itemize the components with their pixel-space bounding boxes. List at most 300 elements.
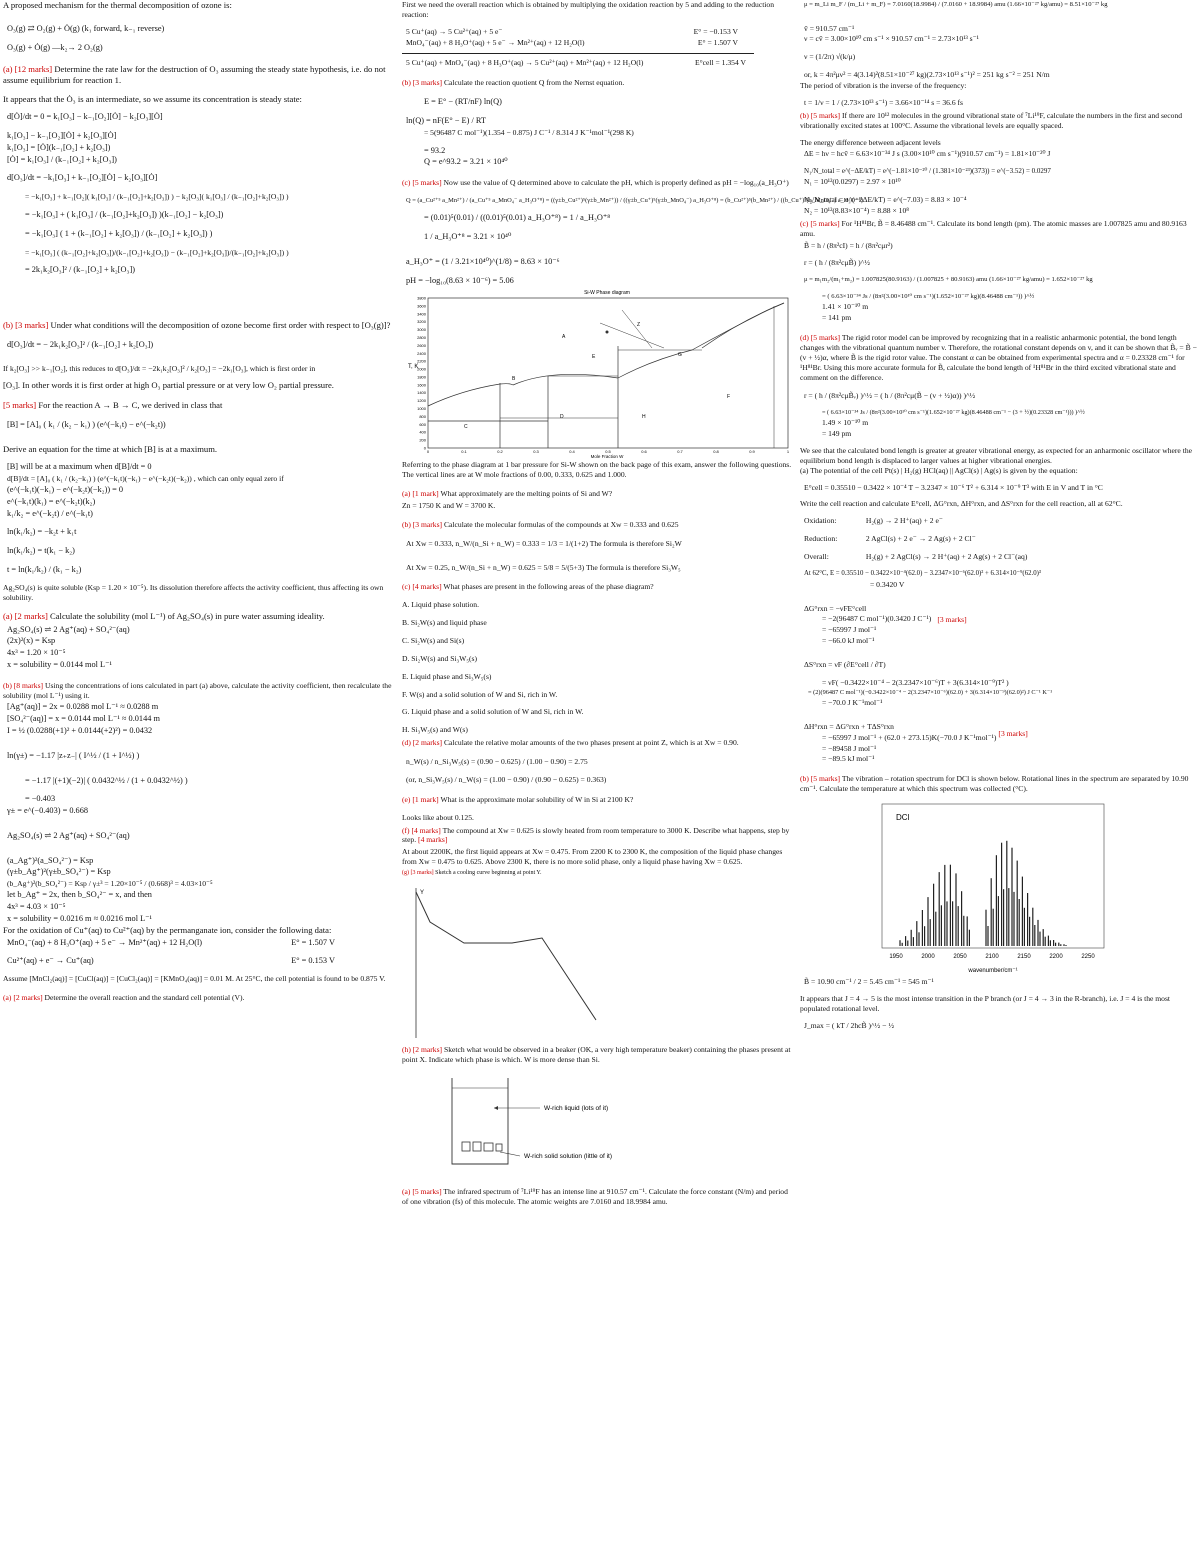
- derivation-line: = −k₁[O₃] ( (k₋₁[O₂]+k₂[O₃])/(k₋₁[O₂]+k₂[O₃]) − (k₋₁[O₂]+k₂[O₃])/(k₋₁[O₂]+k₂[O₃]) ): [25, 247, 289, 257]
- marks-label: (b) [8 marks]: [3, 680, 44, 690]
- x-tick-label: 0.7: [677, 449, 683, 455]
- marks-label: (a) [1 mark]: [402, 489, 439, 499]
- energy-intro: The energy difference between adjacent levels: [800, 138, 941, 148]
- work-line: = 141 pm: [822, 313, 852, 323]
- phase-item: C. Si₂W(s) and Si(s): [402, 636, 465, 646]
- work-line: = ( 6.63×10⁻³⁴ Js / (8π²(3.00×10¹⁰ cm s⁻¹)(1.652×10⁻²⁷ kg)(8.46488 cm⁻¹ − (3 + ½)(0.23328 cm⁻¹))) )^½: [822, 409, 1085, 417]
- y-tick-label: 800: [419, 414, 426, 420]
- y-tick-label: 1600: [417, 382, 426, 388]
- solid-crystal: [484, 1143, 493, 1151]
- boundary-line-2: [622, 310, 652, 348]
- gibbs-block: [800, 603, 1197, 647]
- marks-label: [3 marks]: [937, 614, 967, 624]
- work-line: 4x³ = 4.03 × 10⁻⁵: [7, 901, 66, 911]
- region-label: E: [592, 354, 596, 361]
- x-tick-label: 2100: [985, 953, 999, 960]
- work-line: = 0.3420 V: [870, 579, 905, 589]
- work-line: = −70.0 J K⁻¹mol⁻¹: [822, 697, 883, 707]
- marks-label: (c) [5 marks]: [800, 218, 840, 228]
- derive-prompt: Derive an equation for the time at which [B] is at a maximum.: [3, 444, 218, 455]
- derivation-line: = −k₁[O₃] ( 1 + (k₋₁[O₂] + k₂[O₃]) / (k₋₁[O₂] + k₂[O₃]) ): [25, 228, 213, 238]
- question-solubility-b: [3, 681, 395, 701]
- phase-diagram: [402, 288, 792, 460]
- concentration-assumption: Assume [MnCl₂(aq)] = [CuCl(aq)] = [CuCl₂(aq)] = [KMnO₄(aq)] = 0.01 M. At 25°C, the cell potential is found to be 0.875 V.: [3, 974, 386, 984]
- y-tick-label: 600: [419, 422, 426, 428]
- work-line: I = ½ (0.0288(+1)² + 0.0144(+2)²) = 0.0432: [7, 725, 153, 735]
- y-tick-label: 0: [423, 445, 426, 451]
- ozone-intro: A proposed mechanism for the thermal decomposition of ozone is:: [3, 0, 232, 10]
- y-tick-label: 1000: [417, 406, 426, 412]
- work-line: r = ( h / (8π²cμB̃) )^½: [804, 258, 870, 268]
- x-tick-label: 0.9: [749, 449, 755, 455]
- work-line: = −65997 J mol⁻¹: [822, 625, 877, 635]
- work-line: ΔG°rxn = −νFE°cell: [804, 603, 867, 613]
- work-line: N₁/N_total = e^(−ΔE/kT) = e^(−1.81×10⁻²⁰ / (1.381×10⁻²³)(373)) = e^(−3.52) = 0.0297: [804, 167, 1051, 176]
- anharmonic-work: [800, 391, 1197, 439]
- question-text: Sketch a cooling curve beginning at point Y.: [435, 869, 542, 876]
- derivation-line: d[B]/dt = [A]₀ ( k₁ / (k₂−k₁) ) (e^(−k₁t)(−k₁) − e^(−k₂t)(−k₂)) , which can only equal zero if: [7, 474, 284, 484]
- solubility-work-a: [3, 625, 395, 671]
- marks-label: (d) [5 marks]: [800, 333, 841, 343]
- work-line: N₁ = 10¹²(0.0297) = 2.97 × 10¹⁰: [804, 177, 901, 187]
- nernst-work: [402, 97, 794, 168]
- question-beaker: [402, 1045, 794, 1065]
- formula-answer-1: At Xw = 0.333, n_W/(n_Si + n_W) = 0.333 = 1/3 = 1/(1+2) The formula is therefore Si₂W: [406, 538, 682, 548]
- x-tick-label: 0.1: [461, 449, 467, 455]
- question-text: If there are 10¹² molecules in the ground vibrational state of ⁷Li¹⁹F, calculate the numbers in the first and second vibrationally excited states at 100°C. Assume the vibrational levels are equally spaced.: [800, 110, 1183, 130]
- work-line: ν = (1/2π) √(k/μ): [804, 52, 856, 62]
- lever-rule-alt: (or, n_Si₃W₅(s) / n_W(s) = (1.00 − 0.90) / (0.90 − 0.625) = 0.363): [406, 774, 607, 784]
- derivation-line: d[Ȯ]/dt = 0 = k₁[O₃] − k₋₁[O₂][Ȯ] − k₂[O₃][Ȯ]: [7, 112, 163, 122]
- marks-label: (a) [5 marks]: [402, 1187, 442, 1197]
- rate-equation: d[O₃]/dt = − 2k₁k₂[O₃]² / (k₋₁[O₂] + k₂[O₃]): [7, 340, 154, 350]
- marks-label: (a) [2 marks]: [3, 611, 48, 622]
- period-eq: t = 1/ν = 1 / (2.73×10¹³ s⁻¹) = 3.66×10⁻¹⁴ s = 36.6 fs: [804, 97, 964, 107]
- question-ir: [402, 1187, 794, 1207]
- region-label: G: [678, 352, 682, 359]
- work-line: = −89458 J mol⁻¹: [822, 743, 877, 753]
- work-line: Ag₂SO₄(s) ⇌ 2 Ag⁺(aq) + SO₄²⁻(aq): [7, 624, 130, 634]
- dcl-spectrum: [800, 796, 1197, 976]
- work-line: = 5(96487 C mol⁻¹)(1.354 − 0.875) J C⁻¹ / 8.314 J K⁻¹mol⁻¹(298 K): [424, 127, 634, 137]
- solubility-work-b: [3, 702, 395, 924]
- work-line: or, k = 4π²μν² = 4(3.14)²(8.51×10⁻²⁷ kg)(2.73×10¹³ s⁻¹)² = 251 kg s⁻² = 251 N/m: [804, 70, 1050, 80]
- question-text: Determine the rate law for the destruction of O₃ assuming the steady state hypothesis, i.e. do not assume equilibrium for reaction 1.: [3, 63, 386, 85]
- question-text: Calculate the solubility (mol L⁻¹) of Ag₂SO₄(s) in pure water assuming ideality.: [50, 611, 325, 622]
- x-tick-label: 0.6: [641, 449, 647, 455]
- work-line: = 149 pm: [822, 429, 852, 439]
- work-line: a_H₃O⁺ = (1 / 3.21×10⁴⁰)^(1/8) = 8.63 × 10⁻⁶: [406, 256, 560, 266]
- enthalpy-work: [800, 721, 996, 765]
- half-reaction-row: [7, 938, 395, 949]
- question-text: Calculate the reaction quotient Q from the Nernst equation.: [443, 78, 625, 88]
- marks-label: (b) [3 marks]: [3, 320, 49, 331]
- silver-sulfate-intro: Ag₂SO₄(s) is quite soluble (Ksp = 1.20 × 10⁻⁵). Its dissolution therefore affects the activity coefficient, thus affecting its own solubility.: [3, 582, 384, 602]
- marks-label: [3 marks]: [998, 728, 1028, 738]
- work-line: = −65997 J mol⁻¹ + (62.0 + 273.15)K(−70.0 J K⁻¹mol⁻¹): [822, 732, 997, 742]
- question-anharmonic: [800, 333, 1197, 382]
- work-line: = −0.403: [25, 794, 56, 804]
- work-line: γ± = e^(−0.403) = 0.668: [7, 806, 88, 816]
- liquid-label: W-rich liquid (lots of it): [544, 1105, 609, 1113]
- y-tick-label: 3800: [417, 295, 426, 301]
- x-tick-label: 0.3: [533, 449, 539, 455]
- phase-item: H. Si₃W₅(s) and W(s): [402, 725, 468, 735]
- y-tick-label: 1200: [417, 398, 426, 404]
- region-label: H: [642, 414, 646, 421]
- entropy-work: [800, 660, 1197, 708]
- derivation-line: k₁[O₃] = [Ȯ](k₋₁[O₂] + k₂[O₃]): [7, 142, 111, 152]
- question-text: Using the concentrations of ions calculated in part (a) above, calculate the activity coefficient, then recalculate the solubility (mol L⁻¹) using it.: [3, 680, 392, 700]
- work-line: At 62°C, E = 0.35510 − 0.3422×10⁻⁴(62.0) − 3.2347×10⁻⁶(62.0)² + 6.314×10⁻⁹(62.0)³: [804, 569, 1041, 577]
- melting-answer: Zn = 1750 K and W = 3700 K.: [402, 501, 496, 511]
- solid-crystal: [462, 1142, 470, 1151]
- phase-item: G. Liquid phase and a solid solution of W and Si, rich in W.: [402, 707, 584, 717]
- y-tick-label: 3400: [417, 311, 426, 317]
- work-line: = (2)(96487 C mol⁻¹)(−0.3422×10⁻⁴ − 2(3.2347×10⁻⁶)(62.0) + 3(6.314×10⁻⁹)(62.0)²) J C⁻¹ K⁻¹: [808, 688, 1053, 696]
- question-a-ozone: [3, 64, 395, 86]
- y-tick-label: 1800: [417, 374, 426, 380]
- work-line: = −66.0 kJ mol⁻¹: [822, 636, 875, 646]
- question-text: What is the approximate molar solubility of W in Si at 2100 K?: [440, 794, 634, 804]
- x-tick-label: 0.8: [713, 449, 719, 455]
- work-line: ln(Q) = nF(E° − E) / RT: [406, 115, 486, 125]
- y-tick-label: 2200: [417, 359, 426, 365]
- y-axis-label: T, K: [408, 364, 419, 371]
- jmax-eq: J_max = ( kT / 2hcB̃ )^½ − ½: [804, 1020, 895, 1030]
- question-text: The compound at Xw = 0.625 is slowly heated from room temperature to 3000 K. Describe what happens, step by step.: [402, 825, 790, 845]
- divider: [402, 53, 754, 54]
- question-solubility-a: [3, 611, 395, 622]
- question-text: For the reaction A → B → C, we derived in class that: [38, 400, 223, 411]
- phase-item: E. Liquid phase and Si₃W₅(s): [402, 671, 492, 681]
- y-tick-label: 3000: [417, 327, 426, 333]
- solid-crystal: [473, 1142, 481, 1151]
- work-line: Ag₂SO₄(s) ⇌ 2 Ag⁺(aq) + SO₄²⁻(aq): [7, 830, 130, 840]
- x-tick-label: 2200: [1049, 953, 1063, 960]
- marks-label: (f) [4 marks]: [402, 825, 441, 835]
- phase-diagram-intro: Referring to the phase diagram at 1 bar pressure for Si-W shown on the back page of this exam, answer the following questions. The vertical lines are at W mole fractions of 0.00, 0.333, 0.625 and 1.000.: [402, 460, 792, 480]
- work-line: [SO₄²⁻(aq)] = x = 0.0144 mol L⁻¹ ≈ 0.0144 m: [7, 714, 160, 724]
- question-text: For ¹H⁸¹Br, B̃ = 8.46488 cm⁻¹. Calculate its bond length (pm). The atomic masses are 1.007825 amu and 80.9163 amu.: [800, 218, 1187, 238]
- question-phases: [402, 582, 794, 592]
- x-tick-label: 2150: [1017, 953, 1031, 960]
- point-marker: [606, 331, 609, 334]
- work-line: pH = −log₁₀(8.63 × 10⁻⁶) = 5.06: [406, 275, 514, 285]
- potential: E° = −0.153 V: [693, 26, 738, 36]
- question-text: What approximately are the melting points of Si and W?: [440, 489, 613, 499]
- work-line: ΔS°rxn = νF (∂E°cell / ∂T): [804, 660, 886, 670]
- steady-state-intro: It appears that the Ȯ₃ is an intermediate, so we assume its concentration is steady state:: [3, 94, 302, 105]
- question-cooling: [402, 870, 794, 878]
- work-line: Q = (a_Cu²⁺⁵ a_Mn²⁺) / (a_Cu⁺⁵ a_MnO₄⁻ a_H₃O⁺⁸) = ((γ±b_Cu²⁺)⁵(γ±b_Mn²⁺)) / ((γ±b_Cu⁺)⁵(γ±b_MnO₄⁻) a_H₃O⁺⁸) = (b_Cu²⁺)⁵(b_Mn²⁺) / ((b_Cu⁺)⁵(b_MnO₄⁻) a_H₃O⁺⁸): [406, 197, 863, 204]
- plot-frame: [428, 298, 788, 448]
- question-text: Sketch what would be observed in a beaker (OK, a very high temperature beaker) containing the phases present at point X. Indicate which phase is which. W is more dense than Si.: [402, 1044, 791, 1064]
- half-reaction: MnO₄⁻(aq) + 8 H₃O⁺(aq) + 5 e⁻ → Mn²⁺(aq) + 12 H₂O(l): [7, 937, 203, 947]
- work-line: let b_Ag⁺ = 2x, then b_SO₄²⁻ = x, and then: [7, 890, 152, 900]
- y-tick-label: 200: [419, 438, 426, 444]
- marks-label: (b) [5 marks]: [800, 774, 841, 784]
- question-bond-length: [800, 219, 1197, 239]
- spectrum-x-label: wavenumber/cm⁻¹: [968, 967, 1018, 974]
- mechanism-eq-2: O₃(g) + Ȯ(g) —k₂→ 2 O₂(g): [7, 42, 103, 52]
- work-line: = −89.5 kJ mol⁻¹: [822, 754, 875, 764]
- y-tick-label: 3200: [417, 319, 426, 325]
- work-line: N₂/N_total = e^(−2ΔE/kT) = e^(−7.03) = 8.83 × 10⁻⁴: [804, 195, 967, 205]
- derivation-result: = 2k₁k₂[O₃]² / (k₋₁[O₂] + k₂[O₃]): [25, 265, 135, 275]
- region-label: B: [512, 376, 516, 383]
- anharmonic-comment: We see that the calculated bond length is greater at greater vibrational energy, as expected for an anharmonic oscillator where the equilibrium bond length is displaced to larger values at higher vibrational energies.: [800, 446, 1192, 465]
- y-tick-label: 2800: [417, 335, 426, 341]
- work-line: x = solubility = 0.0144 mol L⁻¹: [7, 659, 112, 669]
- marks-label: (h) [2 marks]: [402, 1044, 443, 1054]
- y-axis-label: Y: [420, 889, 425, 896]
- derivation-line: ln(k₁/k₂) = −k₂t + k₁t: [7, 527, 77, 537]
- work-line: μ = m₁m₂/(m₁+m₂) = 1.007825(80.9163) / (1.007825 + 80.9163) amu (1.66×10⁻²⁷ kg/amu) = 1.652×10⁻²⁷ kg: [804, 276, 1093, 284]
- oxidation-intro: For the oxidation of Cu⁺(aq) to Cu²⁺(aq) by the permanganate ion, consider the following data:: [3, 925, 332, 936]
- question-solubility-w: [402, 795, 794, 805]
- work-line: = 93.2: [424, 145, 446, 155]
- solid-label: W-rich solid solution (little of it): [524, 1153, 613, 1161]
- phase-list: [402, 600, 794, 735]
- x-tick-label: 2050: [953, 953, 967, 960]
- work-line: = −1.17 |(+1)(−2)| ( 0.0432^½ / (1 + 0.0432^½) ): [25, 775, 188, 785]
- half-reaction-row: [804, 516, 1197, 526]
- x-tick-label: 0.4: [569, 449, 575, 455]
- standard-potential: E° = 0.153 V: [291, 956, 335, 966]
- question-melting: [402, 489, 794, 499]
- cell-potential-eq: E°cell = 0.35510 − 0.3422 × 10⁻⁴ T − 3.2347 × 10⁻⁶ T² + 6.314 × 10⁻⁹ T³ with E in V and T in °C: [804, 482, 1103, 492]
- work-line: (a_Ag⁺)²(a_SO₄²⁻) = Ksp: [7, 855, 94, 865]
- y-tick-label: 2600: [417, 343, 426, 349]
- x-tick-label: 1950: [889, 953, 903, 960]
- work-line: = (0.01)⁵(0.01) / ((0.01)⁵(0.01) a_H₃O⁺⁸) = 1 / a_H₃O⁺⁸: [424, 213, 611, 223]
- marks-label: (e) [1 mark]: [402, 794, 439, 804]
- diagram-title: Si-W Phase diagram: [584, 290, 630, 297]
- question-text: The vibration – rotation spectrum for DCl is shown below. Rotational lines in the spectrum are separated by 10.90 cm⁻¹. Calculate the temperature at which this spectrum was collected (°C).: [800, 774, 1189, 794]
- marks-label: (g) [3 marks]: [402, 869, 434, 876]
- work-line: (γ±b_Ag⁺)²(γ±b_SO₄²⁻) = Ksp: [7, 867, 111, 877]
- cell-question: Write the cell reaction and calculate E°cell, ΔG°rxn, ΔH°rxn, and ΔS°rxn for the cell reaction, all at 62°C.: [800, 499, 1123, 509]
- work-line: 1 / a_H₃O⁺⁸ = 3.21 × 10⁴⁰: [424, 232, 512, 242]
- question-heating: [402, 826, 794, 846]
- work-line: ṽ = 910.57 cm⁻¹: [804, 23, 855, 33]
- work-line: (b_Ag⁺)²(b_SO₄²⁻) = Ksp / γ±³ = 1.20×10⁻⁵ / (0.668)³ = 4.03×10⁻⁵: [7, 879, 213, 889]
- work-line: N₂ = 10¹²(8.83×10⁻⁴) = 8.88 × 10⁸: [804, 205, 909, 215]
- first-order-answer-2: [O₃]. In other words it is first order at high O₃ partial pressure or at very low O₂ partial pressure.: [3, 380, 334, 391]
- question-temperature: [800, 774, 1197, 794]
- y-tick-label: 3600: [417, 303, 426, 309]
- derivation-line: e^(−k₁t)(k₁) = e^(−k₂t)(k₂): [7, 496, 96, 506]
- x-axis-label: Mole Fraction W: [590, 454, 624, 460]
- first-order-answer-1: If k₂[O₃] >> k₋₁[O₂], this reduces to d[O₃]/dt = −2k₁k₂[O₃]² / k₂[O₃] = −2k₁[O₃], which is first order in: [3, 364, 316, 374]
- x-tick-label: 0.5: [605, 449, 611, 455]
- marks-label: [4 marks]: [418, 835, 448, 845]
- x-tick-label: 2000: [921, 953, 935, 960]
- population-work: [800, 149, 1197, 216]
- overall-reaction-row: [406, 58, 794, 68]
- tmax-derivation: [3, 462, 395, 575]
- question-relative-amounts: [402, 738, 794, 748]
- question-ph: [402, 178, 794, 188]
- question-text: The rigid rotor model can be improved by recognizing that in a realistic anharmonic potential, the bond length changes with the vibrational quantum number v. Therefore, the rotational constant depends on v, and it can be shown that B̃ᵥ = B̃ − (v + ½)α, where B̃ is the rigid rotor value. The constant α can be obtained from experimental spectra and α = 0.23328 cm⁻¹ for ¹H⁸¹Br. Using this more accurate formula for B̃, calculate the bond length of ¹H⁸¹Br in the third excited vibrational state and comment on the difference.: [800, 333, 1197, 382]
- half-reaction-row: [7, 956, 395, 967]
- marks-label: (a) [2 marks]: [3, 993, 43, 1002]
- marks-label: (c) [4 marks]: [402, 582, 442, 592]
- formula-answer-2: At Xw = 0.25, n_W/(n_Si + n_W) = 0.625 = 5/8 = 5/(5+3) The formula is therefore Si₃W₅: [406, 562, 681, 572]
- derivation-result: t = ln(k₁/k₂) / (k₁ − k₂): [7, 564, 82, 574]
- phase-item: A. Liquid phase solution.: [402, 600, 479, 610]
- question-populations: [800, 111, 1197, 131]
- marks-label: (c) [5 marks]: [402, 178, 442, 188]
- work-line: r = ( h / (8π²cμB̃ᵥ) )^½ = ( h / (8π²cμ(B̃ − (v + ½)α)) )^½: [804, 391, 976, 401]
- reaction-row: [406, 27, 794, 37]
- half-equation: H₂(g) → 2 H⁺(aq) + 2 e⁻: [865, 516, 943, 526]
- work-line: = ( 6.63×10⁻³⁴ Js / (8π²(3.00×10¹⁰ cm s⁻¹)(1.652×10⁻²⁷ kg)(8.46488 cm⁻¹)) )^½: [822, 292, 1035, 300]
- x-tick-label: 0: [426, 449, 430, 455]
- marks-label: (b) [3 marks]: [402, 78, 443, 88]
- work-line: (2x)²(x) = Ksp: [7, 636, 56, 646]
- half-label: Reduction:: [804, 534, 838, 544]
- question-text: Calculate the molecular formulas of the compounds at Xw = 0.333 and 0.625: [443, 519, 679, 529]
- work-line: = −2(96487 C mol⁻¹)(0.3420 J C⁻¹): [822, 614, 932, 624]
- question-formulas: [402, 520, 794, 530]
- work-line: E = E° − (RT/nF) ln(Q): [424, 97, 502, 107]
- x-tick-label: 2250: [1081, 953, 1095, 960]
- region-label: F: [727, 394, 731, 401]
- point-label: Z: [637, 322, 641, 329]
- spectrum-title: DCl: [896, 812, 910, 822]
- y-tick-label: 400: [419, 430, 426, 436]
- derivation-line: k₁/k₂ = e^(−k₂t) / e^(−k₁t): [7, 508, 93, 518]
- heating-answer: At about 2200K, the first liquid appears at Xw = 0.475. From 2200 K to 2300 K, the composition of the liquid phase changes from Xw = 0.475 to 0.625. Above 2300 K, there is no more solid phase, only a liquid phase having Xw = 0.625.: [402, 847, 783, 867]
- derivation-line: d[O₃]/dt = −k₁[O₃] + k₋₁[O₂][Ȯ] − k₂[O₃][Ȯ]: [7, 173, 158, 183]
- derivation-line: = −k₁[O₃] + ( k₁[O₃] / (k₋₁[O₂]+k₂[O₃]) )(k₋₁[O₂] − k₂[O₃]): [25, 210, 224, 220]
- solid-crystal: [496, 1144, 502, 1151]
- jmax-text: It appears that J = 4 → 5 is the most intense transition in the P branch (or J = 4 → 3 in the R-branch), i.e. J = 4 is the most populated rotational level.: [800, 993, 1171, 1013]
- x-tick-label: 1: [786, 449, 790, 455]
- phase-item: D. Si₂W(s) and Si₃W₅(s): [402, 653, 478, 663]
- rotational-constant-eq: B̃ = 10.90 cm⁻¹ / 2 = 5.45 cm⁻¹ = 545 m⁻¹: [804, 976, 934, 986]
- derivation-line: = −k₁[O₃] + k₋₁[O₂]( k₁[O₃] / (k₋₁[O₂]+k₂[O₃]) ) − k₂[O₃]( k₁[O₃] / (k₋₁[O₂]+k₂[O₃]) ): [25, 192, 289, 202]
- x-tick-label: 0.2: [497, 449, 503, 455]
- spectrum-lines: [900, 841, 1066, 946]
- work-line: ν = cṽ = 3.00×10¹⁰ cm s⁻¹ × 910.57 cm⁻¹ = 2.73×10¹³ s⁻¹: [804, 34, 979, 44]
- half-equation: H₂(g) + 2 AgCl(s) → 2 H⁺(aq) + 2 Ag(s) + 2 Cl⁻(aq): [865, 552, 1028, 562]
- work-line: 1.41 × 10⁻¹⁰ m: [822, 302, 869, 312]
- spectrum-x-ticks: [889, 954, 1095, 960]
- marks-label: (b) [5 marks]: [800, 110, 841, 120]
- derivation-line: ln(k₁/k₂) = t(k₁ − k₂): [7, 546, 75, 556]
- reduced-mass-eq: μ = m_Li m_F / (m_Li + m_F) = 7.0160(18.9984) / (7.0160 + 18.9984) amu (1.66×10⁻²⁷ kg/amu) = 8.51×10⁻²⁷ kg: [804, 1, 1108, 8]
- rate-law-derivation: [3, 112, 395, 276]
- derivation-line: [B] will be at a maximum when d[B]/dt = 0: [7, 462, 152, 472]
- reaction: MnO₄⁻(aq) + 8 H₃O⁺(aq) + 5 e⁻ → Mn²⁺(aq) + 12 H₂O(l): [406, 37, 585, 47]
- half-reaction-row: [804, 552, 1197, 562]
- phase-item: F. W(s) and a solid solution of W and Si, rich in W.: [402, 689, 558, 699]
- question-text: Under what conditions will the decomposition of ozone become first order with respect to [O₃(g)]?: [50, 320, 391, 331]
- region-label: C: [464, 424, 468, 431]
- question-overall-reaction: [3, 993, 395, 1003]
- mechanism-eq-1: O₃(g) ⇄ O₂(g) + Ȯ(g) (k₁ forward, k₋₁ reverse): [7, 24, 165, 34]
- derivation-line: k₁[O₃] − k₋₁[O₂][Ȯ] + k₂[O₃][Ȯ]: [7, 131, 117, 141]
- region-label: D: [560, 414, 564, 421]
- label-arrow: [500, 1152, 520, 1156]
- question-text: The infrared spectrum of ⁷Li¹⁹F has an intense line at 910.57 cm⁻¹. Calculate the force constant (N/m) and period of one vibration (fs) of this molecule. The atomic weights are 7.0160 and 18.9984 amu.: [402, 1187, 788, 1207]
- marks-label: (b) [3 marks]: [402, 519, 443, 529]
- derivation-line: [Ȯ] = k₁[O₃] / (k₋₁[O₂] + k₂[O₃]): [7, 154, 117, 164]
- y-axis-ticks: [417, 296, 427, 451]
- work-line: ΔH°rxn = ΔG°rxn + TΔS°rxn: [804, 721, 894, 731]
- work-line: x = solubility = 0.0216 m ≈ 0.0216 mol L⁻¹: [7, 913, 153, 923]
- question-text: Now use the value of Q determined above to calculate the pH, which is properly defined as pH = −log₁₀(a_H₃O⁺): [443, 178, 789, 188]
- work-line: 4x³ = 1.20 × 10⁻⁵: [7, 648, 66, 658]
- work-line: ln(γ±) = −1.17 |z₊z₋| ( I^½ / (1 + I^½) ): [7, 750, 140, 760]
- potential: E° = 1.507 V: [697, 37, 738, 47]
- y-tick-label: 1400: [417, 390, 426, 396]
- period-intro: The period of vibration is the inverse of the frequency:: [800, 81, 967, 90]
- overall-reaction-intro: First we need the overall reaction which is obtained by multiplying the oxidation reaction by 5 and adding to the reduction reaction:: [402, 0, 775, 19]
- bond-length-work: [800, 241, 1197, 324]
- marks-label: (d) [2 marks]: [402, 738, 443, 748]
- enthalpy-block: [800, 721, 1197, 765]
- reaction: 5 Cu⁺(aq) → 5 Cu²⁺(aq) + 5 e⁻: [406, 26, 503, 36]
- cooling-curve-sketch: [402, 880, 782, 1042]
- question-text: Determine the overall reaction and the standard cell potential (V).: [44, 993, 245, 1002]
- y-tick-label: 2000: [417, 367, 426, 373]
- marks-label: [5 marks]: [3, 400, 37, 411]
- question-text: What phases are present in the following areas of the phase diagram?: [443, 582, 654, 592]
- half-equation: 2 AgCl(s) + 2 e⁻ → 2 Ag(s) + 2 Cl⁻: [865, 534, 976, 544]
- work-line: B̃ = h / (8π²cI) = h / (8π²cμr²): [804, 240, 893, 250]
- half-reaction: Cu²⁺(aq) + e⁻ → Cu⁺(aq): [7, 956, 94, 966]
- cell-intro: (a) The potential of the cell Pt(s) | H₂(g) HCl(aq) || AgCl(s) | Ag(s) is given by the equation:: [800, 465, 1078, 475]
- work-line: Q = e^93.2 = 3.21 × 10⁴⁰: [424, 157, 508, 167]
- work-line: = νF( −0.3422×10⁻⁴ − 2(3.2347×10⁻⁶)T + 3(6.314×10⁻⁹)T² ): [822, 677, 1009, 687]
- column-left: [3, 0, 395, 1553]
- y-tick-label: 2400: [417, 351, 426, 357]
- column-right: [800, 0, 1197, 1553]
- question-text: Calculate the relative molar amounts of the two phases present at point Z, which is at Xw = 0.90.: [443, 738, 739, 748]
- half-reaction-row: [804, 534, 1197, 544]
- half-label: Oxidation:: [804, 516, 837, 526]
- potential: E°cell = 1.354 V: [694, 58, 746, 68]
- solidus-right: [702, 303, 784, 348]
- work-line: [Ag⁺(aq)] = 2x = 0.0288 mol L⁻¹ ≈ 0.0288 m: [7, 702, 159, 712]
- question-kinetics: [3, 400, 395, 411]
- gibbs-work: [800, 603, 931, 647]
- arrow-head: [494, 1106, 498, 1110]
- work-line: ΔE = hν = hcṽ = 6.63×10⁻³⁴ J s (3.00×10¹⁰ cm s⁻¹)(910.57 cm⁻¹) = 1.81×10⁻²⁰ J: [804, 149, 1051, 159]
- half-label: Overall:: [804, 552, 829, 562]
- consecutive-eq: [B] = [A]₀ ( k₁ / (k₂ − k₁) ) (e^(−k₁t) − e^(−k₂t)): [7, 420, 166, 430]
- reaction: 5 Cu⁺(aq) + MnO₄⁻(aq) + 8 H₃O⁺(aq) → 5 Cu²⁺(aq) + Mn²⁺(aq) + 12 H₂O(l): [406, 58, 644, 68]
- cooling-curve: [416, 889, 596, 1020]
- phase-item: B. Si₂W(s) and liquid phase: [402, 618, 487, 628]
- reaction-row: [406, 38, 794, 48]
- question-nernst: [402, 78, 794, 88]
- standard-potential: E° = 1.507 V: [291, 937, 335, 947]
- work-line: 1.49 × 10⁻¹⁰ m: [822, 418, 869, 428]
- boundary-line: [600, 323, 664, 348]
- solubility-answer: Looks like about 0.125.: [402, 812, 474, 822]
- derivation-line: (e^(−k₁t)(−k₁) − e^(−k₂t)(−k₂)) = 0: [7, 484, 124, 494]
- lever-rule: n_W(s) / n_Si₃W₅(s) = (0.90 − 0.625) / (1.00 − 0.90) = 2.75: [406, 757, 588, 767]
- question-b-ozone: [3, 320, 395, 331]
- marks-label: (a) [12 marks]: [3, 63, 53, 74]
- beaker-sketch: [402, 1066, 782, 1184]
- region-label: A: [562, 334, 566, 341]
